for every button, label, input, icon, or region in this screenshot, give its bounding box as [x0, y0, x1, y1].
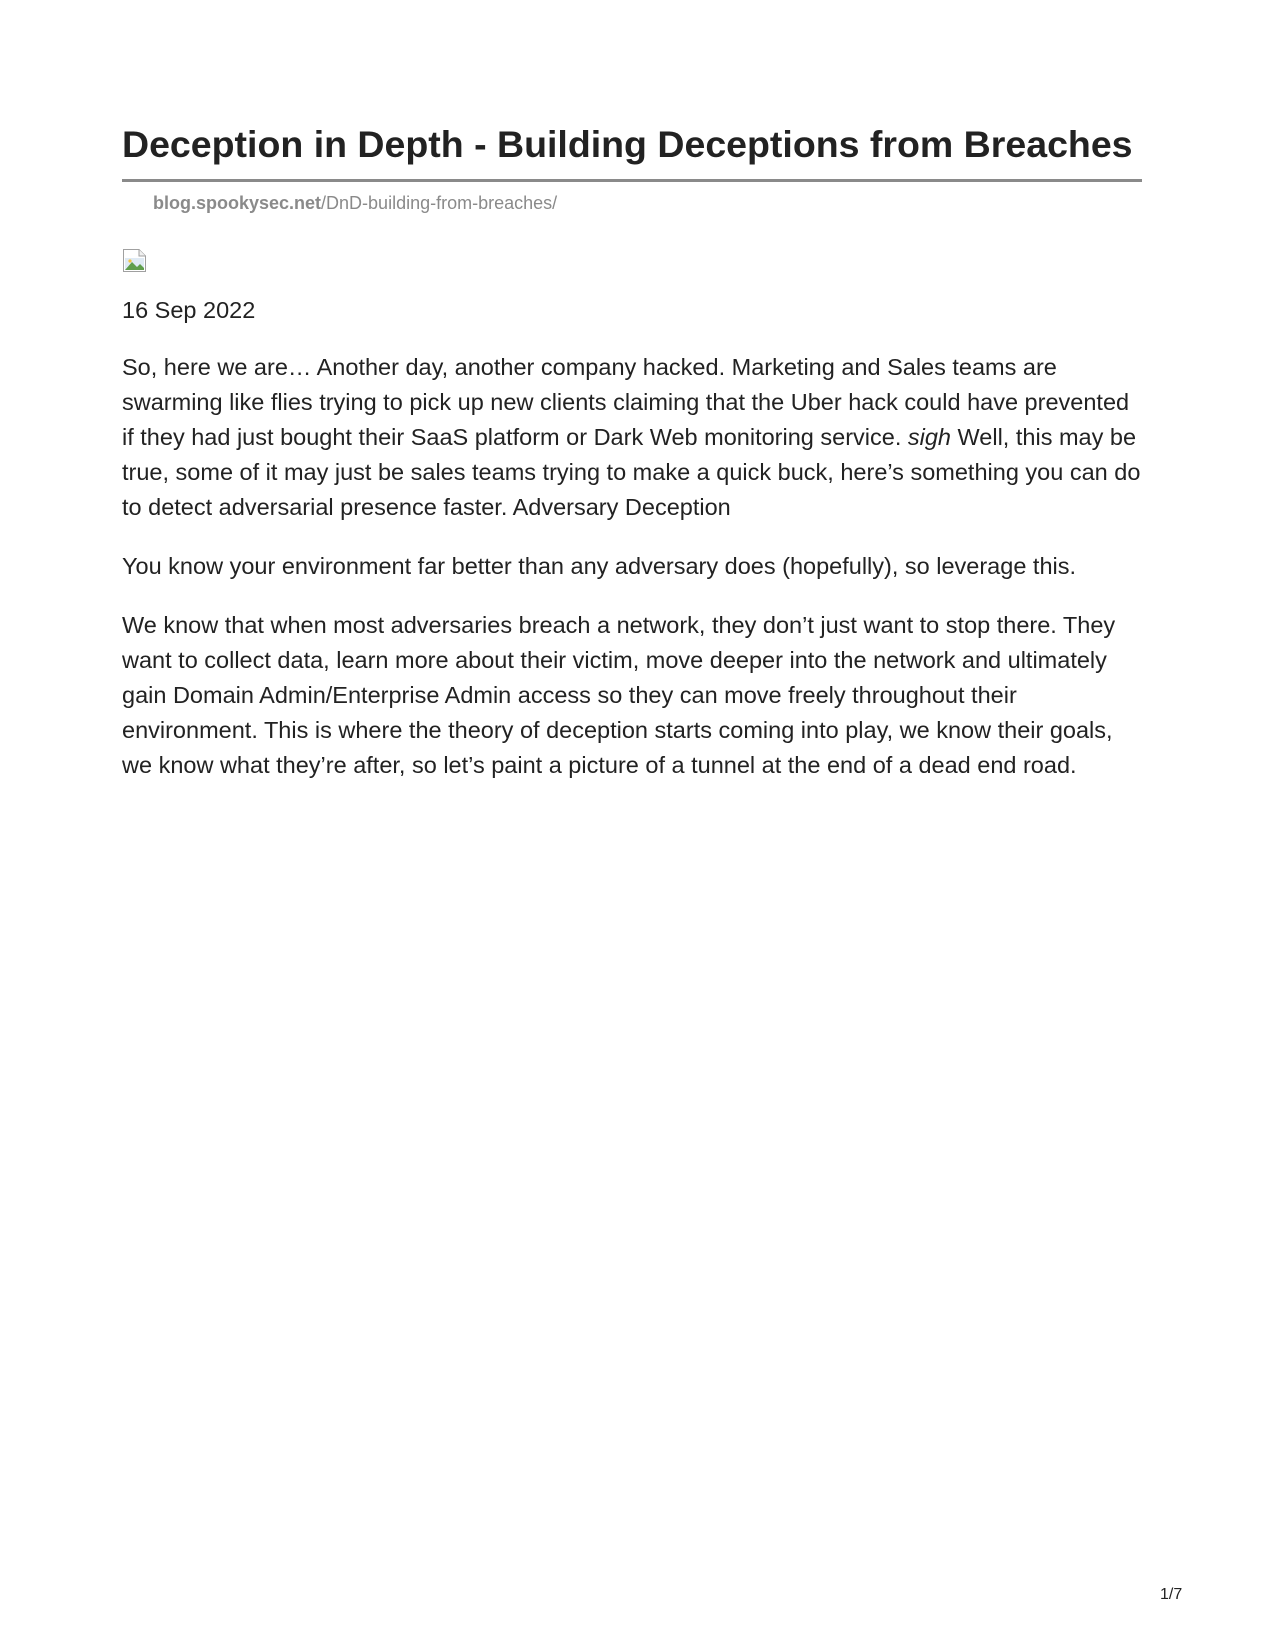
paragraph-adversaries: We know that when most adversaries breach a network, they don’t just want to stop there. They want to collect data, learn more about their victim, move deeper into the network and ultimately gain Domain Admin/Enterprise Admin access so they can move freely throughout their environment. This is where the theory of deception starts coming into play, we know their goals, we know what they’re after, so let’s paint a picture of a tunnel at the end of a dead end road. — [122, 612, 1116, 779]
source-path: /DnD-building-from-breaches/ — [321, 193, 558, 214]
paragraph-intro-text: So, here we are… Another day, another company hacked. Marketing and Sales teams are swarming like flies trying to pick up new clients claiming that the Uber hack could have prevented if they had just bought their SaaS platform or Dark Web monitoring service. — [122, 354, 1130, 451]
paragraph-intro-text-continued: Well, this may be true, some of it may just be sales teams trying to make a quick buck, here’s something you can do to detect adversarial presence faster. Adversary Deception — [122, 424, 1141, 521]
broken-image-icon — [122, 248, 147, 273]
title-divider — [122, 179, 1142, 182]
post-date: 16 Sep 2022 — [122, 296, 256, 323]
paragraph-intro-emphasis: sigh — [907, 424, 952, 451]
source-domain: blog.spookysec.net — [153, 193, 322, 214]
page-number: 1/7 — [1160, 1586, 1183, 1603]
paragraph-environment: You know your environment far better than any adversary does (hopefully), so leverage this. — [122, 553, 1077, 580]
article — [122, 124, 1142, 783]
paragraph-intro — [122, 350, 1142, 525]
source-url[interactable] — [153, 193, 1142, 215]
article-title: Deception in Depth - Building Deceptions from Breaches — [122, 123, 1133, 165]
